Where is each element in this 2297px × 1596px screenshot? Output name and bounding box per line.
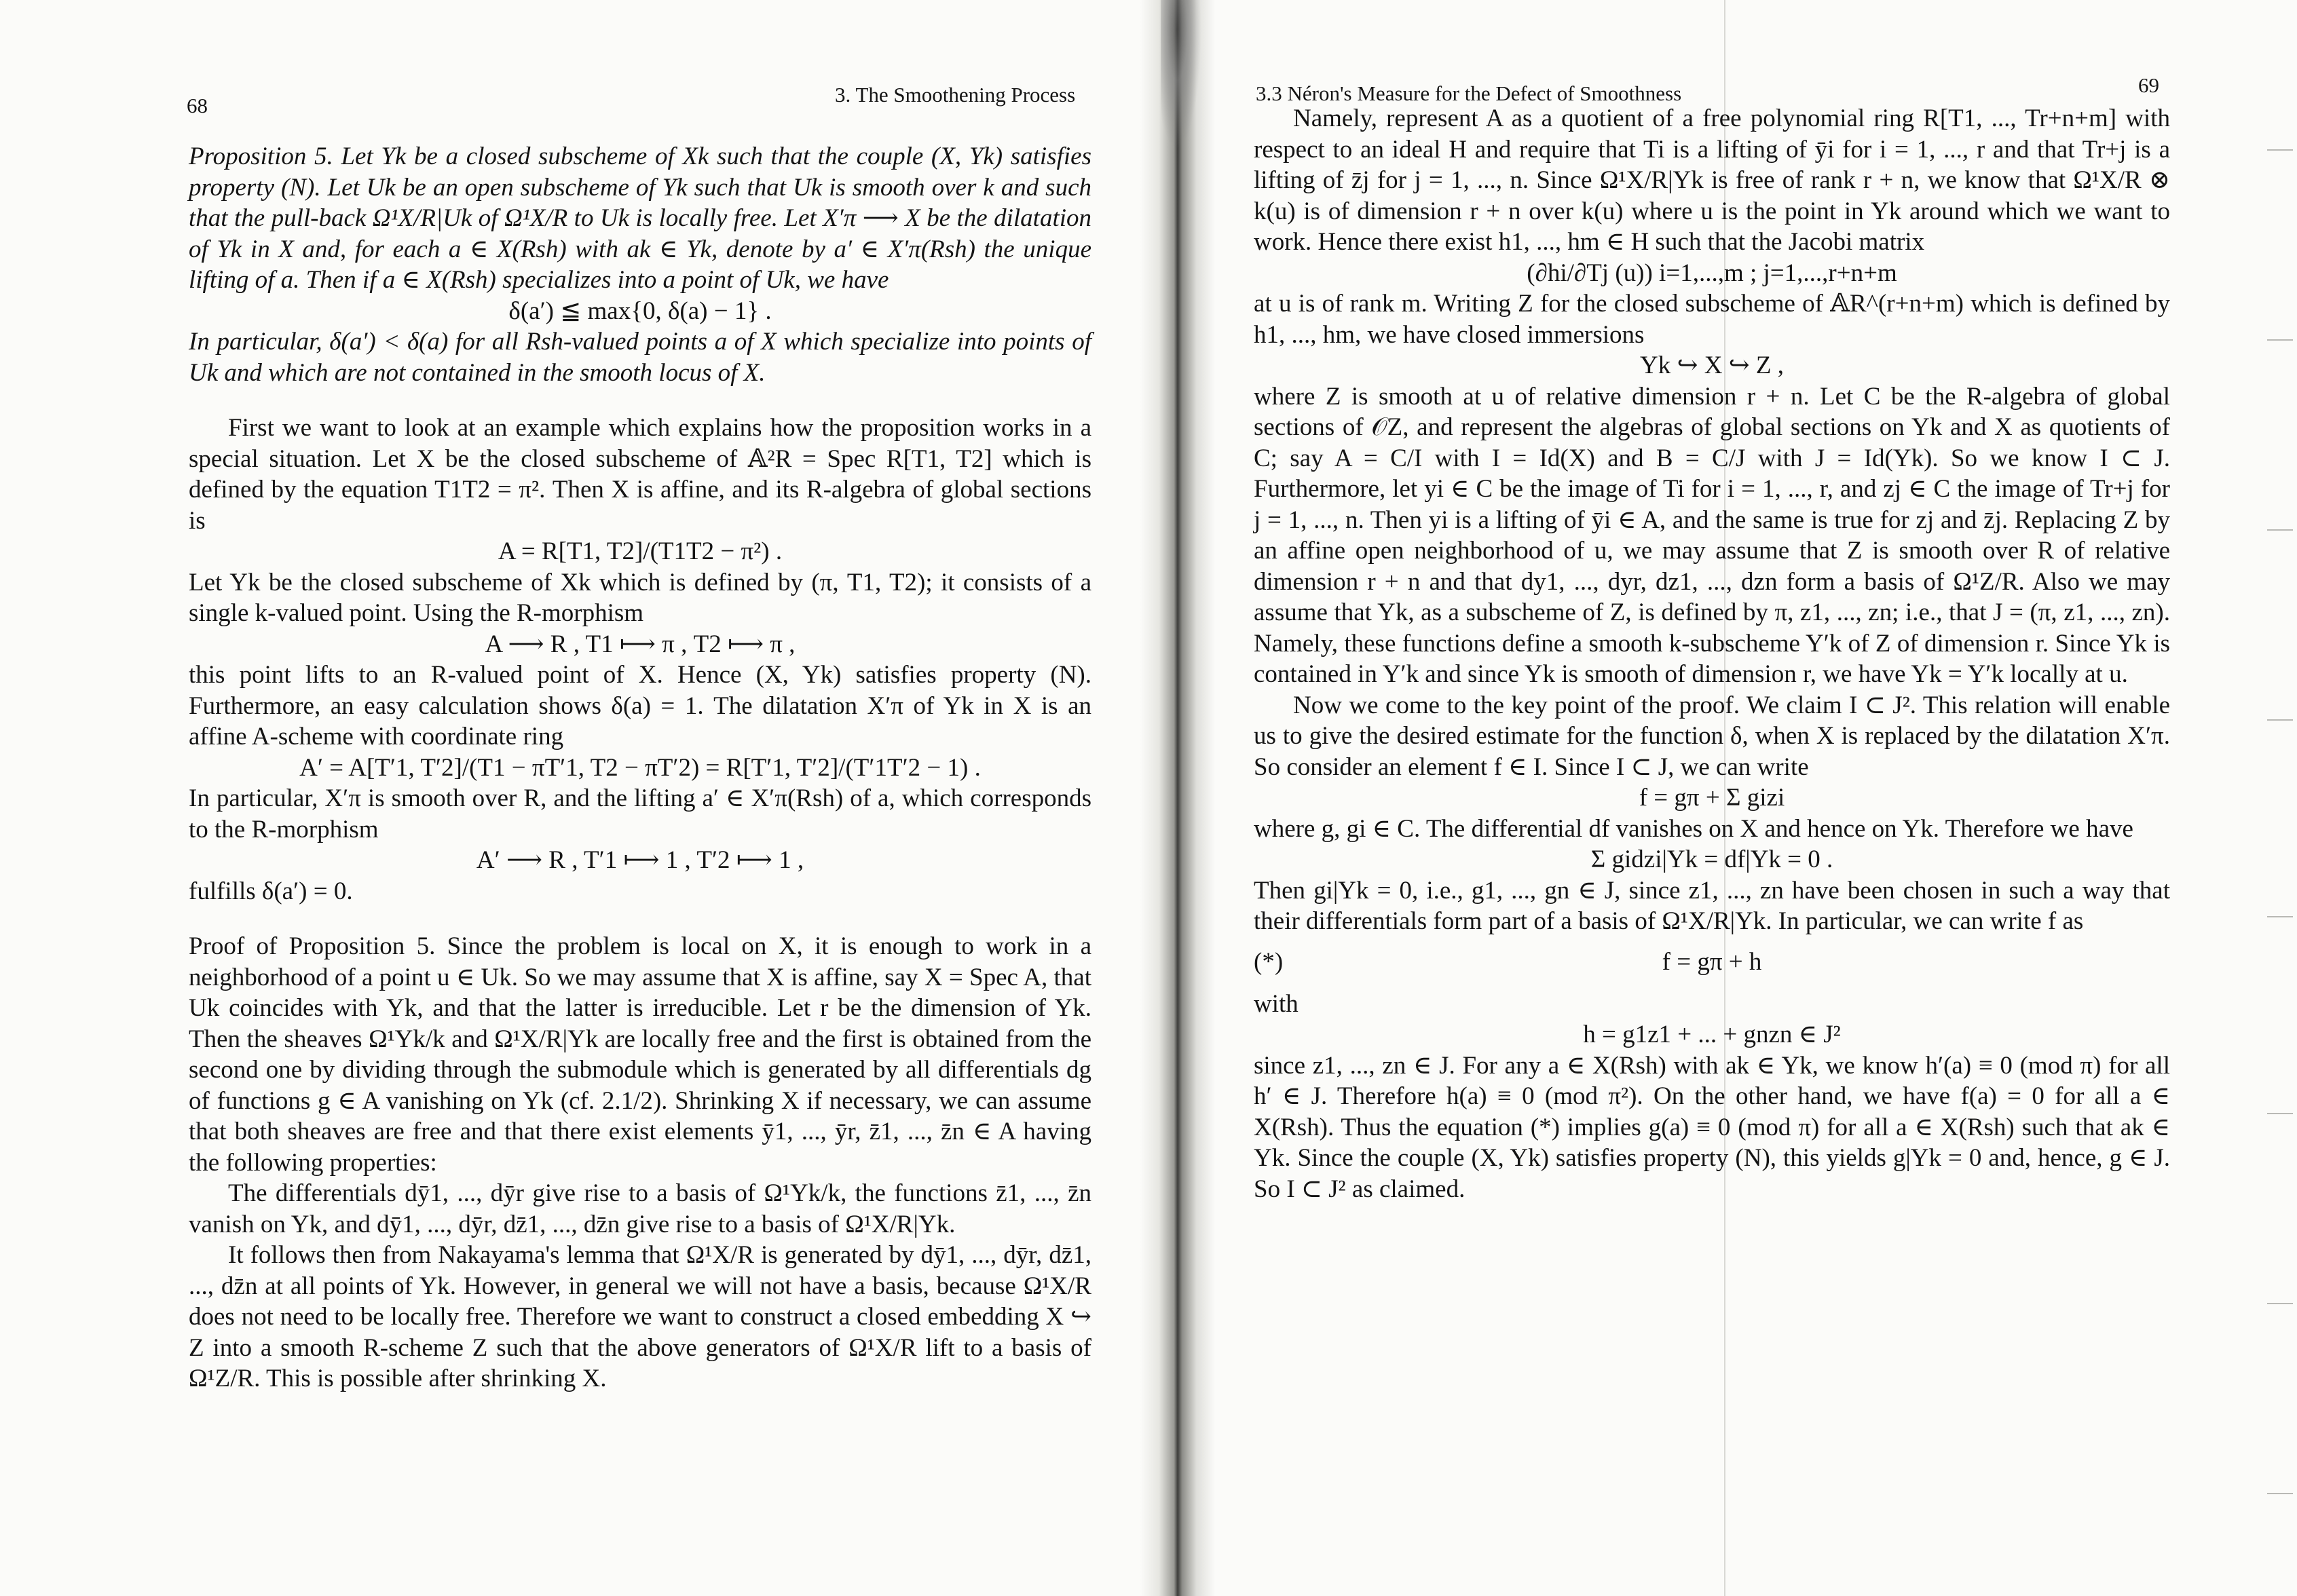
proposition-corollary: In particular, δ(a′) < δ(a) for all Rsh-valued points a of X which specialize into points of Uk and which are not contained in the smooth locus of X.	[189, 328, 1091, 387]
paragraph: fulfills δ(a′) = 0.	[189, 877, 353, 905]
left-text-column	[189, 141, 1091, 1394]
paragraph: In particular, X′π is smooth over R, and the lifting a′ ∈ X′π(Rsh) of a, which corresponds to the R-morphism	[189, 784, 1091, 843]
display-equation: A′ ⟶ R , T′1 ⟼ 1 , T′2 ⟼ 1 ,	[476, 846, 804, 874]
page-number: 68	[187, 94, 208, 117]
page-number: 69	[2138, 73, 2159, 97]
paragraph: Let Yk be the closed subscheme of Xk which is defined by (π, T1, T2); it consists of a single k-valued point. Using the R-morphism	[189, 568, 1091, 627]
paragraph: with	[1254, 989, 1299, 1018]
display-equation: A = R[T1, T2]/(T1T2 − π²) .	[498, 537, 783, 565]
display-equation: A ⟶ R , T1 ⟼ π , T2 ⟼ π ,	[485, 630, 796, 658]
edge-marks	[2259, 0, 2293, 1596]
proof-paragraph: Proof of Proposition 5. Since the problem is local on X, it is enough to work in a neighborhood of a point u ∈ Uk. So we may assume that X is affine, say X = Spec A, that Uk coincides with Yk, and that the latter is irreducible. Let r be the dimension of Yk. Then the sheaves Ω¹Yk/k and Ω¹X/R|Yk are locally free and the first is obtained from the second one by dividing through the submodule which is generated by all differentials dg of functions g ∈ A vanishing on Yk (cf. 2.1/2). Shrinking X if necessary, we can assume that both sheaves are free and that there exist elements ȳ1, ..., ȳr, z̄1, ..., z̄n ∈ A having the following properties:	[189, 932, 1091, 1177]
paragraph: where Z is smooth at u of relative dimension r + n. Let C be the R-algebra of global sections of 𝒪Z, and represent the algebras of global sections on Yk and X as quotients of C; say A = C/I with I = Id(X) and B = C/J with J = Id(Yk). So we know I ⊂ J. Furthermore, let yi ∈ C be the image of Ti for i = 1, ..., r, and zj ∈ C the image of Tr+j for j = 1, ..., n. Then yi is a lifting of ȳi ∈ A, and the same is true for zj and z̄j. Replacing Z by an affine open neighborhood of u, we may assume that Z is smooth over R of relative dimension r + n and that dy1, ..., dyr, dz1, ..., dzn form a basis of Ω¹Z/R. Also we may assume that Yk, as a subscheme of Z, is defined by π, z1, ..., zn; i.e., that J = (π, z1, ..., zn). Namely, these functions define a smooth k-subscheme Y′k of Z of dimension r. Since Yk is contained in Y′k and since Yk is smooth of dimension r, we have Yk = Y′k locally at u.	[1254, 382, 2170, 688]
right-page	[1161, 0, 2297, 1596]
paragraph: this point lifts to an R-valued point of X. Hence (X, Yk) satisfies property (N). Furthermore, an easy calculation shows δ(a) = 1. The dilatation X′π of Yk in X is an affine A-scheme with coordinate ring	[189, 661, 1091, 750]
paragraph: It follows then from Nakayama's lemma that Ω¹X/R is generated by dȳ1, ..., dȳr, dz̄1, ..., dz̄n at all points of Yk. However, in general we will not have a basis, because Ω¹X/R does not need to be locally free. Therefore we want to construct a closed embedding X ↪ Z into a smooth R-scheme Z such that the above generators of Ω¹X/R lift to a basis of Ω¹Z/R. This is possible after shrinking X.	[189, 1241, 1091, 1392]
paragraph: The differentials dȳ1, ..., dȳr give rise to a basis of Ω¹Yk/k, the functions z̄1, ..., z̄n vanish on Yk, and dȳ1, ..., dȳr, dz̄1, ..., dz̄n give rise to a basis of Ω¹X/R|Yk.	[189, 1179, 1091, 1238]
paragraph: at u is of rank m. Writing Z for the closed subscheme of 𝔸R^(r+n+m) which is defined by h1, ..., hm, we have closed immersions	[1254, 290, 2170, 349]
running-head: 3. The Smoothening Process	[835, 83, 1076, 107]
paragraph: First we want to look at an example which explains how the proposition works in a special situation. Let X be the closed subscheme of 𝔸²R = Spec R[T1, T2] which is defined by the equation T1T2 = π². Then X is affine, and its R-algebra of global sections is	[189, 414, 1091, 535]
display-equation: Yk ↪ X ↪ Z ,	[1639, 352, 1785, 379]
paragraph: Then gi|Yk = 0, i.e., g1, ..., gn ∈ J, since z1, ..., zn have been chosen in such a way that their differentials form part of a basis of Ω¹X/R|Yk. In particular, we can write f as	[1254, 876, 2170, 935]
running-head: 3.3 Néron's Measure for the Defect of Smoothness	[1256, 81, 1682, 105]
display-equation: h = g1z1 + ... + gnzn ∈ J²	[1583, 1021, 1841, 1048]
proposition-5: Proposition 5. Let Yk be a closed subscheme of Xk such that the couple (X, Yk) satisfies property (N). Let Uk be an open subscheme of Yk such that Uk is smooth over k and such that the pull-back Ω¹X/R|Uk of Ω¹X/R to Uk is locally free. Let X′π ⟶ X be the dilatation of Yk in X and, for each a ∈ X(Rsh) with ak ∈ Yk, denote by a′ ∈ X′π(Rsh) the unique lifting of a. Then if a ∈ X(Rsh) specializes into a point of Uk, we have	[189, 142, 1091, 294]
right-text-column	[1254, 103, 2170, 1204]
display-equation: δ(a′) ≦ max{0, δ(a) − 1} .	[508, 297, 772, 325]
display-equation: f = gπ + h	[1662, 947, 1762, 976]
equation-tag: (*)	[1254, 947, 1284, 976]
paragraph: Namely, represent A as a quotient of a free polynomial ring R[T1, ..., Tr+n+m] with respect to an ideal H and require that Ti is a lifting of ȳi for i = 1, ..., r and that Tr+j is a lifting of z̄j for j = 1, ..., n. Since Ω¹X/R|Yk is free of rank r + n, we know that Ω¹X/R ⊗ k(u) is of dimension r + n over k(u) where u is the point in Yk around which we want to work. Hence there exist h1, ..., hm ∈ H such that the Jacobi matrix	[1254, 104, 2170, 256]
display-equation: f = gπ + Σ gizi	[1639, 784, 1785, 812]
paragraph: Now we come to the key point of the proof. We claim I ⊂ J². This relation will enable us to give the desired estimate for the function δ, when X is replaced by the dilatation X′π. So consider an element f ∈ I. Since I ⊂ J, we can write	[1254, 691, 2170, 781]
display-equation: Σ gidzi|Yk = df|Yk = 0 .	[1590, 846, 1833, 873]
paragraph: since z1, ..., zn ∈ J. For any a ∈ X(Rsh) with ak ∈ Yk, we know h′(a) ≡ 0 (mod π) for all h′ ∈ J. Therefore h(a) ≡ 0 (mod π²). On the other hand, we have f(a) = 0 for all a ∈ X(Rsh). Thus the equation (*) implies g(a) ≡ 0 (mod π) for all a ∈ X(Rsh) such that ak ∈ Yk. Since the couple (X, Yk) satisfies property (N), this yields g|Yk = 0 and, hence, g ∈ J. So I ⊂ J² as claimed.	[1254, 1051, 2170, 1203]
jacobi-matrix: (∂hi/∂Tj (u)) i=1,...,m ; j=1,...,r+n+m	[1527, 259, 1897, 287]
display-equation: A′ = A[T′1, T′2]/(T1 − πT′1, T2 − πT′2) = R[T′1, T′2]/(T′1T′2 − 1) .	[299, 753, 981, 782]
paragraph: where g, gi ∈ C. The differential df vanishes on X and hence on Yk. Therefore we have	[1254, 814, 2133, 843]
